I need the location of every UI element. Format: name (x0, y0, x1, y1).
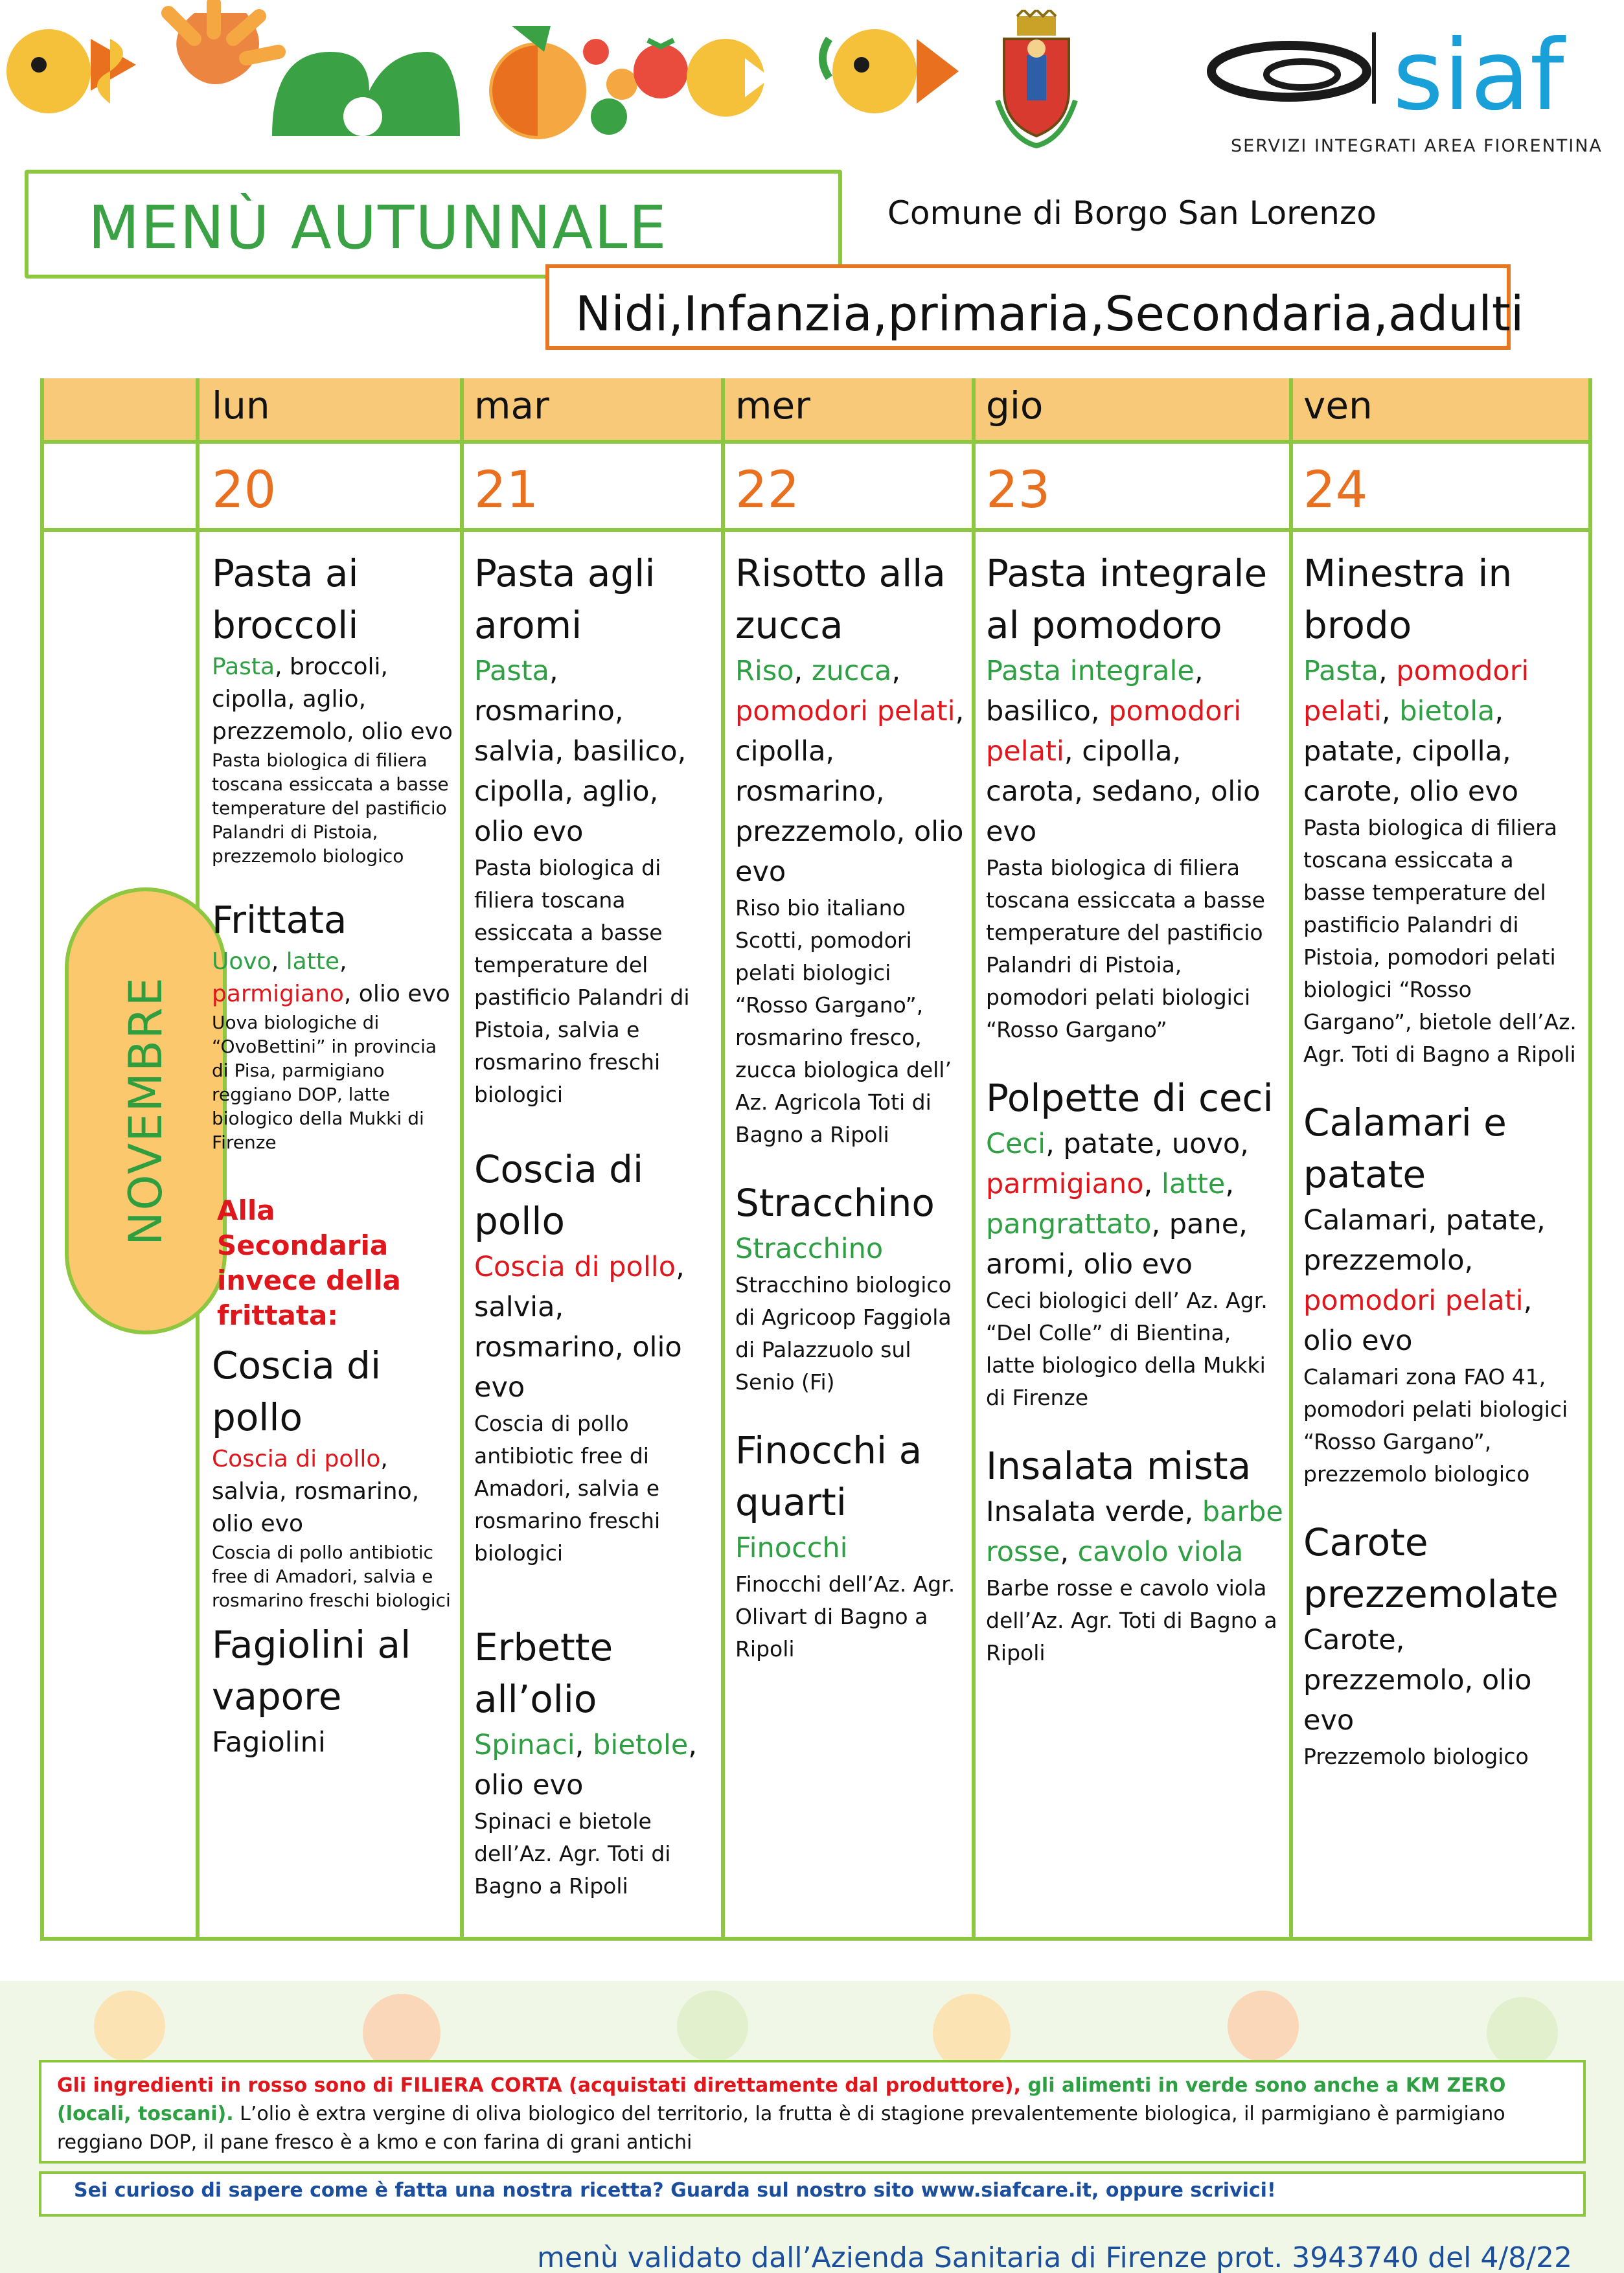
dish-ingredients: Fagiolini (212, 1726, 326, 1759)
dish-title: Polpette di ceci (986, 1076, 1274, 1120)
day-name-gio: gio (986, 383, 1044, 428)
menu-title-box (25, 170, 842, 279)
day-number-gio: 23 (986, 461, 1051, 520)
siaf-logo-word: siaf (1393, 19, 1564, 132)
dish-description: Pasta biologica di filiera toscana essiccata a basse temperature del pastificio Palandri di Pistoia, pomodori pelati biologici “Rosso Gargano”, bietole dell’Az. Agr. Toti di Bagno a Ripoli (1303, 815, 1577, 1067)
dish-ingredients: Coscia di pollo, salvia, rosmarino, olio evo (212, 1446, 420, 1537)
dish-title: Pasta ai broccoli (212, 551, 359, 647)
column-divider (721, 378, 725, 1941)
dish-title: Risotto alla zucca (735, 551, 946, 647)
fruit-illustration (0, 0, 972, 162)
dish-description: Riso bio italiano Scotti, pomodori pelati biologici “Rosso Gargano”, rosmarino fresco, zucca biologica dell’ Az. Agricola Toti di Bagno a Ripoli (735, 895, 952, 1147)
menu-column-gio (986, 547, 1285, 1669)
dish-description: Uova biologiche di “OvoBettini” in provincia di Pisa, parmigiano reggiano DOP, latte biologico della Mukki di Firenze (212, 1012, 437, 1153)
recipe-cta: Sei curioso di sapere come è fatta una nostra ricetta? Guarda sul nostro sito www.siafcare.it, oppure scrivici! (39, 2171, 1586, 2217)
dish-title: Insalata mista (986, 1444, 1252, 1488)
dish-ingredients: Pasta, pomodori pelati, bietola, patate, cipolla, carote, olio evo (1303, 655, 1529, 808)
day-number-lun: 20 (212, 461, 277, 520)
day-name-mar: mar (474, 383, 549, 428)
dish-ingredients: Pasta, broccoli, cipolla, aglio, prezzemolo, olio evo (212, 654, 453, 745)
dish-title: Erbette all’olio (474, 1625, 613, 1721)
day-name-ven: ven (1303, 383, 1373, 428)
dish-ingredients: Coscia di pollo, salvia, rosmarino, olio evo (474, 1251, 685, 1404)
dish-ingredients: Carote, prezzemolo, olio evo (1303, 1624, 1532, 1737)
dish-ingredients: Pasta integrale, basilico, pomodori pelati, cipolla, carota, sedano, olio evo (986, 655, 1261, 848)
dish-description: Pasta biologica di filiera toscana essiccata a basse temperature del pastificio Palandri di Pistoia, prezzemolo biologico (212, 749, 449, 867)
menu-column-lun (212, 547, 455, 1763)
comune-name: Comune di Borgo San Lorenzo (887, 194, 1377, 232)
day-name-mer: mer (735, 383, 811, 428)
legend-note: Gli ingredienti in rosso sono di FILIERA CORTA (acquistati direttamente dal produttore), gli alimenti in verde sono anche a KM ZERO (locali, toscani). L’olio è extra vergine di oliva biologico del territorio, la frutta è di stagione prevalentemente biologica, il parmigiano è parmigiano reggiano DOP, il pane fresco è a kmo e con farina di grani antichi (39, 2060, 1586, 2164)
menu-title: MENÙ AUTUNNALE (88, 193, 668, 262)
column-divider (972, 378, 976, 1941)
dish-ingredients: Ceci, patate, uovo, parmigiano, latte, pangrattato, pane, aromi, olio evo (986, 1128, 1249, 1281)
dish-ingredients: Calamari, patate, prezzemolo, pomodori pelati, olio evo (1303, 1204, 1546, 1357)
dish-title: Minestra in brodo (1303, 551, 1513, 647)
dish-title: Coscia di pollo (474, 1147, 644, 1243)
dish-description: Ceci biologici dell’ Az. Agr. “Del Colle” di Bientina, latte biologico della Mukki di Firenze (986, 1288, 1268, 1410)
school-levels: Nidi,Infanzia,primaria,Secondaria,adulti (575, 286, 1524, 342)
secondary-school-note: Alla Secondaria invece della frittata: (217, 1194, 401, 1331)
dish-description: Spinaci e bietole dell’Az. Agr. Toti di Bagno a Ripoli (474, 1809, 671, 1899)
day-number-mar: 21 (474, 461, 539, 520)
dish-title: Fagiolini al vapore (212, 1623, 411, 1719)
menu-column-mar (474, 547, 714, 1902)
day-name-lun: lun (212, 383, 270, 428)
column-divider (460, 378, 464, 1941)
dish-title: Calamari e patate (1303, 1101, 1507, 1196)
dish-title: Frittata (212, 898, 347, 942)
siaf-logo-subtitle: SERVIZI INTEGRATI AREA FIORENTINA (1231, 136, 1603, 156)
dish-ingredients: Spinaci, bietole, olio evo (474, 1729, 698, 1801)
dish-description: Prezzemolo biologico (1303, 1744, 1529, 1769)
dish-ingredients: Finocchi (735, 1532, 848, 1564)
dish-ingredients: Riso, zucca, pomodori pelati, cipolla, rosmarino, prezzemolo, olio evo (735, 655, 965, 888)
dish-description: Finocchi dell’Az. Agr. Olivart di Bagno a Ripoli (735, 1571, 955, 1662)
dish-title: Stracchino (735, 1181, 935, 1225)
dish-description: Coscia di pollo antibiotic free di Amadori, salvia e rosmarino freschi biologici (212, 1542, 451, 1611)
school-levels-box (545, 264, 1524, 350)
dish-title: Finocchi a quarti (735, 1428, 922, 1524)
menu-column-ven (1303, 547, 1582, 1773)
menu-column-mer (735, 547, 968, 1665)
dish-title: Pasta agli aromi (474, 551, 656, 647)
validation-note: menù validato dall’Azienda Sanitaria di Firenze prot. 3943740 del 4/8/22 (537, 2241, 1572, 2273)
footer-decoration (0, 1981, 1624, 2072)
dish-description: Stracchino biologico di Agricoop Faggiola di Palazzuolo sul Senio (Fi) (735, 1272, 952, 1395)
dish-description: Pasta biologica di filiera toscana essiccata a basse temperature del pastificio Palandri di Pistoia, salvia e rosmarino freschi biologici (474, 855, 690, 1107)
dish-ingredients: Pasta, rosmarino, salvia, basilico, cipolla, aglio, olio evo (474, 655, 687, 848)
month-label: NOVEMBRE (119, 976, 172, 1246)
dish-ingredients: Stracchino (735, 1233, 884, 1265)
dish-description: Barbe rosse e cavolo viola dell’Az. Agr. Toti di Bagno a Ripoli (986, 1575, 1277, 1665)
dish-title: Carote prezzemolate (1303, 1520, 1559, 1616)
month-label-pill (65, 887, 227, 1334)
dish-description: Pasta biologica di filiera toscana essiccata a basse temperature del pastificio Palandri di Pistoia, pomodori pelati biologici “Rosso Gargano” (986, 855, 1265, 1042)
day-number-mer: 22 (735, 461, 800, 520)
dish-ingredients: Uovo, latte, parmigiano, olio evo (212, 948, 450, 1007)
coat-of-arms-logo (991, 10, 1082, 149)
dish-description: Calamari zona FAO 41, pomodori pelati biologici “Rosso Gargano”, prezzemolo biologico (1303, 1364, 1568, 1487)
dish-description: Coscia di pollo antibiotic free di Amadori, salvia e rosmarino freschi biologici (474, 1411, 661, 1566)
dish-ingredients: Insalata verde, barbe rosse, cavolo viola (986, 1496, 1283, 1568)
column-divider (1289, 378, 1293, 1941)
dish-title: Coscia di pollo (212, 1343, 382, 1439)
siaf-swirl-logo (1205, 29, 1380, 107)
dish-title: Pasta integrale al pomodoro (986, 551, 1268, 647)
day-number-ven: 24 (1303, 461, 1368, 520)
